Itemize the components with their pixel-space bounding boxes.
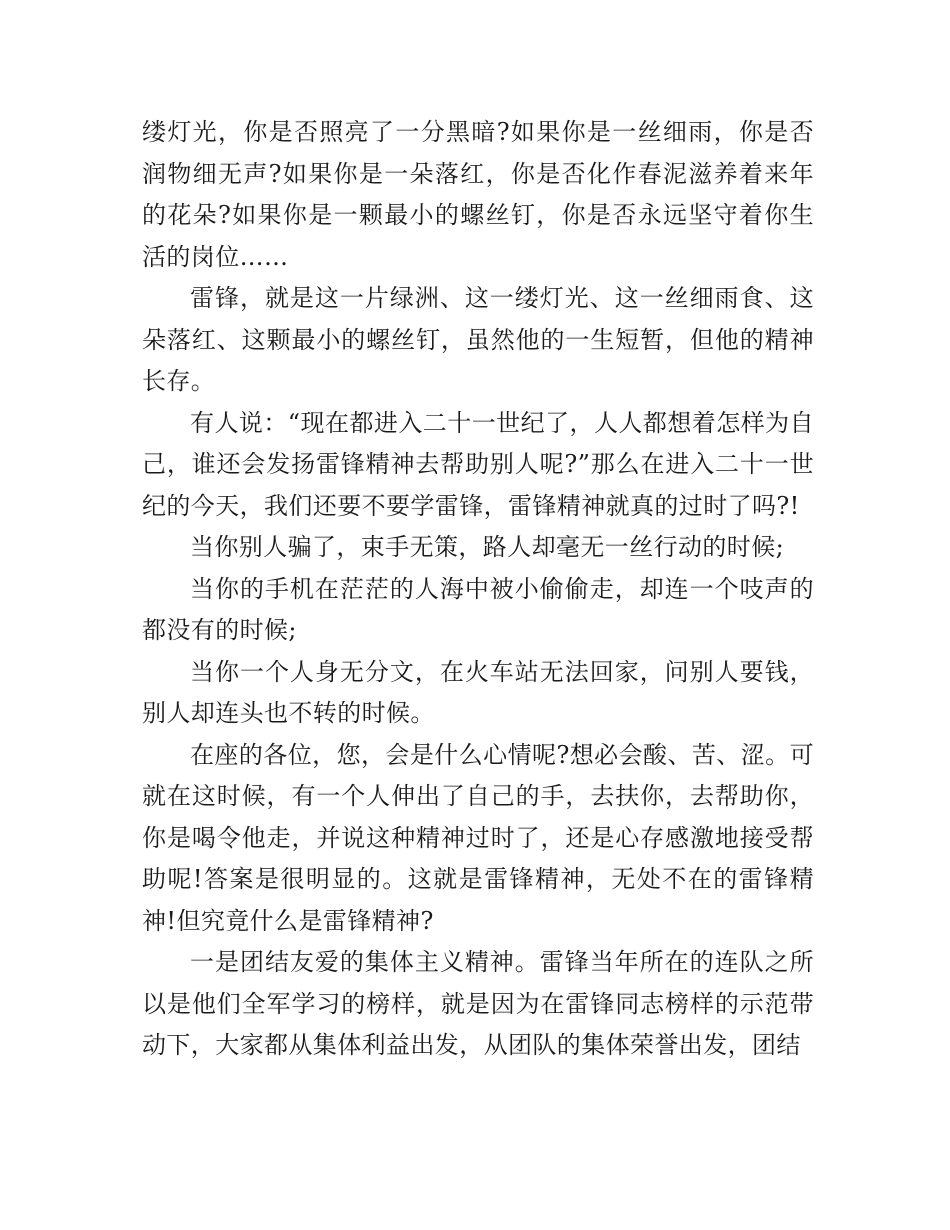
- paragraph-7: 在座的各位，您，会是什么心情呢?想必会酸、苦、涩。可就在这时候，有一个人伸出了自己的手，去扶你，去帮助你，你是喝令他走，并说这种精神过时了，还是心存感激地接受帮助呢!答案是很明显的。这就是雷锋精神，无处不在的雷锋精神!但究竟什么是雷锋精神?: [142, 740, 814, 935]
- paragraph-6: 当你一个人身无分文，在火车站无法回家，问别人要钱，别人却连头也不转的时候。: [142, 657, 814, 727]
- paragraph-1: 缕灯光，你是否照亮了一分黑暗?如果你是一丝细雨，你是否润物细无声?如果你是一朵落红，你是否化作春泥滋养着来年的花朵?如果你是一颗最小的螺丝钉，你是否永远坚守着你生活的岗位……: [142, 118, 814, 271]
- paragraph-5: 当你的手机在茫茫的人海中被小偷偷走，却连一个吱声的都没有的时候;: [142, 574, 814, 644]
- paragraph-2: 雷锋，就是这一片绿洲、这一缕灯光、这一丝细雨食、这朵落红、这颗最小的螺丝钉，虽然他的一生短暂，但他的精神长存。: [142, 284, 814, 395]
- paragraph-8: 一是团结友爱的集体主义精神。雷锋当年所在的连队之所以是他们全军学习的榜样，就是因为在雷锋同志榜样的示范带动下，大家都从集体利益出发，从团队的集体荣誉出发，团结: [142, 948, 814, 1059]
- paragraph-4: 当你别人骗了，束手无策，路人却毫无一丝行动的时候;: [190, 533, 785, 561]
- document-body: [142, 112, 814, 1067]
- paragraph-3: 有人说：“现在都进入二十一世纪了，人人都想着怎样为自己，谁还会发扬雷锋精神去帮助别人呢?”那么在进入二十一世纪的今天，我们还要不要学雷锋，雷锋精神就真的过时了吗?!: [142, 408, 814, 520]
